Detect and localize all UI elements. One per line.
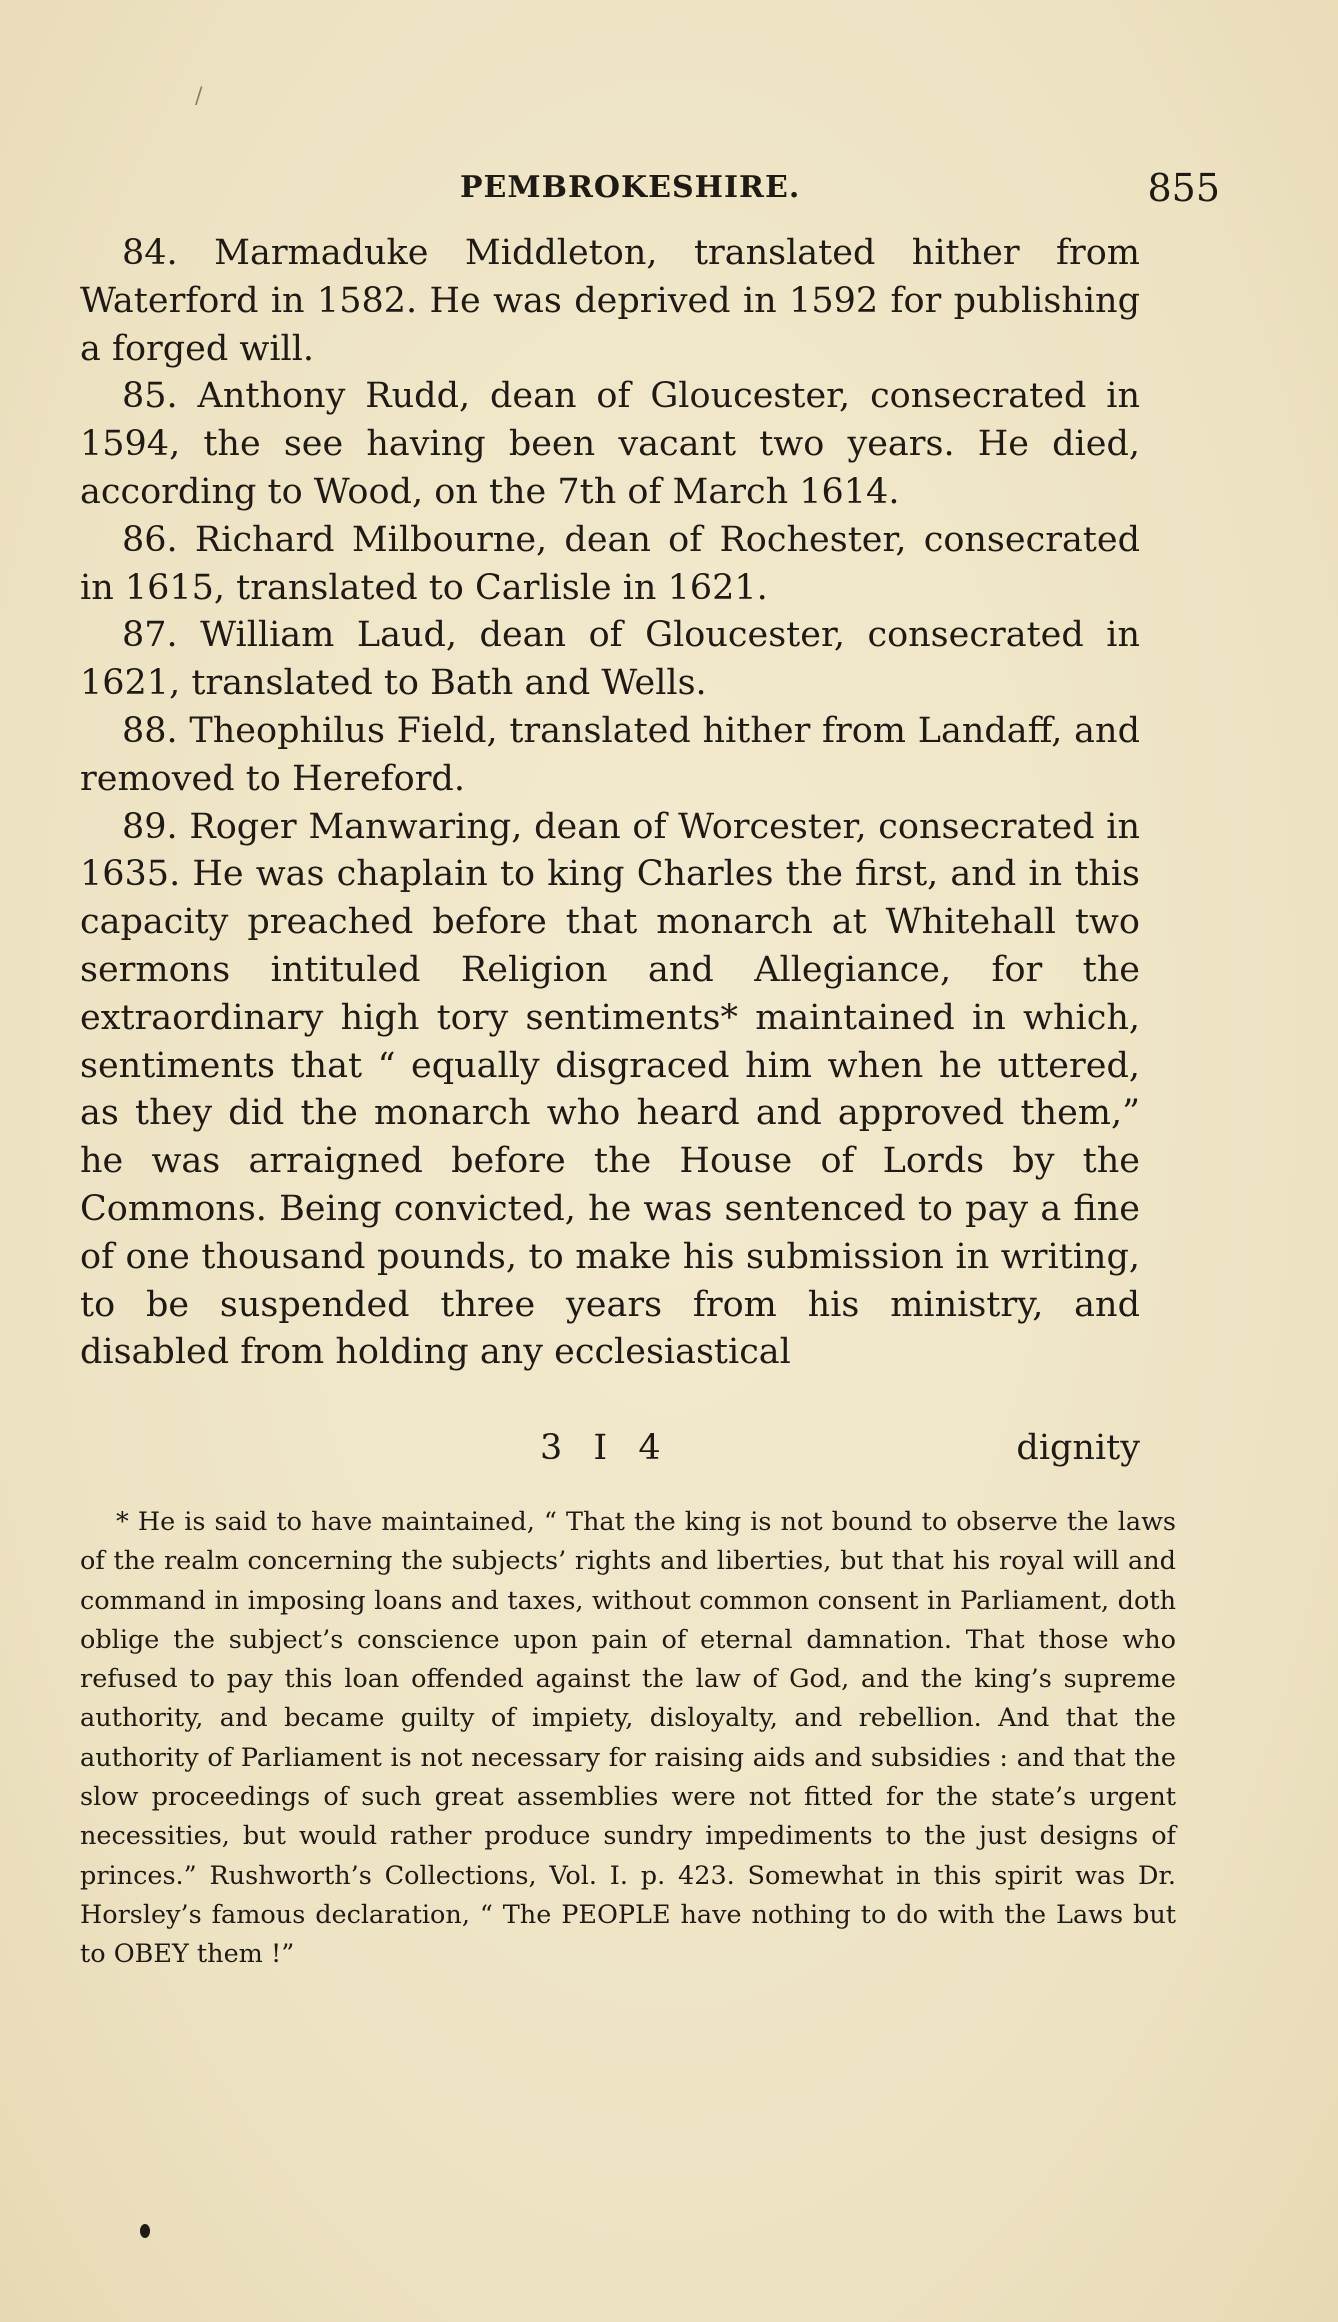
catch-line bbox=[80, 1428, 1140, 1478]
paragraph-84: 84. Marmaduke Middleton, translated hither from Waterford in 1582. He was deprived in 1592 for publishing a forged will. bbox=[80, 233, 1140, 369]
ink-spot bbox=[140, 2224, 150, 2238]
paragraph-86: 86. Richard Milbourne, dean of Rochester, consecrated in 1615, translated to Carlisle in 1621. bbox=[80, 519, 1140, 608]
footnote-text: * He is said to have maintained, “ That the king is not bound to observe the laws of the realm concerning the subjects’ rights and liberties, but that his royal will and command in imposing loans and taxes, without common consent in Parliament, doth oblige the subject’s conscience upon pain of eternal damnation. That those who refused to pay this loan offended against the law of God, and the king’s supreme authority, and became guilty of impiety, disloyalty, and rebellion. And that the authority of Parliament is not necessary for raising aids and subsidies : and that the slow proceedings of such great assemblies were not fitted for the state’s urgent necessities, but would rather produce sundry impediments to the just designs of princes.” Rushworth’s Collections, Vol. I. p. 423. Somewhat in this spirit was Dr. Horsley’s famous declaration, “ The PEOPLE have nothing to do with the Laws but to OBEY them !” bbox=[80, 1507, 1176, 1970]
paragraph-88: 88. Theophilus Field, translated hither from Landaff, and removed to Hereford. bbox=[80, 710, 1140, 799]
paragraph-87: 87. William Laud, dean of Gloucester, consecrated in 1621, translated to Bath and Wells. bbox=[80, 615, 1140, 704]
running-title: PEMBROKESHIRE. bbox=[460, 170, 801, 205]
catchword: dignity bbox=[1016, 1428, 1140, 1468]
running-head bbox=[80, 166, 1220, 210]
signature-mark: 3 I 4 bbox=[540, 1428, 671, 1468]
paragraph-89: 89. Roger Manwaring, dean of Worcester, consecrated in 1635. He was chaplain to king Charles the first, and in this capacity preached before that monarch at Whitehall two sermons intituled Religion and Allegiance, for the extraordinary high tory sentiments* maintained in which, sentiments that “ equally disgraced him when he uttered, as they did the monarch who heard and approved them,” he was arraigned before the House of Lords by the Commons. Being convicted, he was sentenced to pay a fine of one thousand pounds, to make his submission in writing, to be suspended three years from his ministry, and disabled from holding any ecclesiastical bbox=[80, 806, 1140, 1373]
pencil-mark: / bbox=[195, 84, 203, 109]
footnote bbox=[80, 1503, 1176, 1975]
paragraph-85: 85. Anthony Rudd, dean of Gloucester, consecrated in 1594, the see having been vacant two years. He died, according to Wood, on the 7th of March 1614. bbox=[80, 376, 1140, 512]
page-number: 855 bbox=[1147, 166, 1220, 210]
main-text bbox=[80, 230, 1140, 1377]
